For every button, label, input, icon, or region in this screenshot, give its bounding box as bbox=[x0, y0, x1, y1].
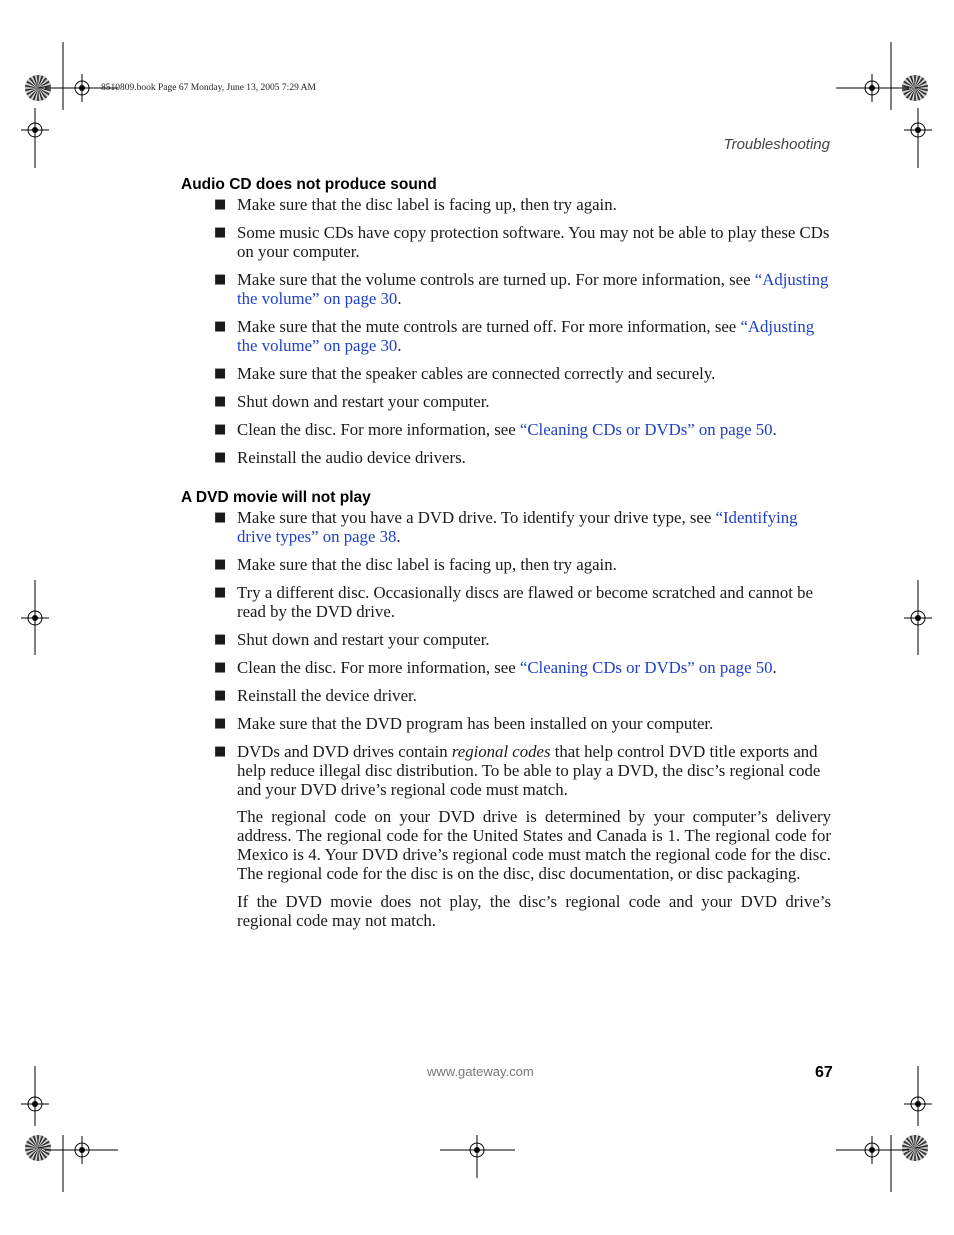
list-item bbox=[214, 195, 831, 214]
color-wheel-icon bbox=[25, 1135, 51, 1161]
item-text: Make sure that the mute controls are turned off. For more information, see bbox=[237, 317, 741, 336]
bullet-icon: ■ bbox=[214, 450, 227, 465]
section-heading-dvd: A DVD movie will not play bbox=[181, 489, 371, 506]
bullet-icon: ■ bbox=[214, 422, 227, 437]
color-wheel-icon bbox=[902, 1135, 928, 1161]
list-item bbox=[214, 392, 831, 411]
italic-term: regional codes bbox=[451, 742, 551, 761]
cross-reference-link[interactable]: “Cleaning CDs or DVDs” on page 50 bbox=[519, 658, 773, 677]
bullet-icon: ■ bbox=[214, 557, 227, 572]
item-text-after: . bbox=[397, 336, 402, 355]
item-text-after: . bbox=[397, 289, 402, 308]
bullet-icon: ■ bbox=[214, 660, 227, 675]
bullet-icon: ■ bbox=[214, 688, 227, 703]
footer-url: www.gateway.com bbox=[427, 1064, 534, 1079]
list-item bbox=[214, 658, 831, 677]
book-info: 8510809.book Page 67 Monday, June 13, 2005 7:29 AM bbox=[101, 83, 316, 93]
cross-reference-link[interactable]: “Adjusting the volume” on page 30 bbox=[237, 317, 815, 355]
bullet-icon: ■ bbox=[214, 510, 227, 525]
item-text-after: . bbox=[396, 527, 401, 546]
body-paragraph: The regional code on your DVD drive is determined by your computer’s delivery address. The regional code for the United States and Canada is 1. The regional code for Mexico is 4. Your DVD drive’s regional code must match the regional code for the disc. The regional code for the disc is on the disc, disc documentation, or disc packaging. bbox=[237, 807, 831, 883]
bullet-icon: ■ bbox=[214, 585, 227, 600]
list-item bbox=[214, 686, 831, 705]
item-text: Shut down and restart your computer. bbox=[237, 392, 490, 411]
list-item bbox=[214, 364, 831, 383]
item-text: Reinstall the audio device drivers. bbox=[237, 448, 466, 467]
section-heading-audio-cd: Audio CD does not produce sound bbox=[181, 176, 437, 193]
cross-reference-link[interactable]: “Cleaning CDs or DVDs” on page 50 bbox=[519, 420, 773, 439]
bullet-icon: ■ bbox=[214, 197, 227, 212]
cross-reference-link[interactable]: “Identifying drive types” on page 38 bbox=[237, 508, 798, 546]
list-item bbox=[214, 448, 831, 467]
item-text: Clean the disc. For more information, see bbox=[237, 658, 520, 677]
list-item bbox=[214, 270, 831, 308]
item-text: Make sure that the DVD program has been installed on your computer. bbox=[237, 714, 714, 733]
item-text: Make sure that the disc label is facing up, then try again. bbox=[237, 555, 617, 574]
item-text: Reinstall the device driver. bbox=[237, 686, 417, 705]
item-text: Shut down and restart your computer. bbox=[237, 630, 490, 649]
item-text: Make sure that the volume controls are turned up. For more information, see bbox=[237, 270, 755, 289]
list-item bbox=[214, 583, 831, 621]
item-text-after: . bbox=[772, 658, 777, 677]
list-item bbox=[214, 630, 831, 649]
item-text: Make sure that the disc label is facing up, then try again. bbox=[237, 195, 617, 214]
bullet-icon: ■ bbox=[214, 272, 227, 287]
item-text: Clean the disc. For more information, see bbox=[237, 420, 520, 439]
bullet-icon: ■ bbox=[214, 716, 227, 731]
dvd-list bbox=[214, 508, 831, 939]
list-item bbox=[214, 742, 831, 799]
list-item bbox=[214, 714, 831, 733]
bullet-icon: ■ bbox=[214, 744, 227, 759]
bullet-icon: ■ bbox=[214, 632, 227, 647]
item-text: DVDs and DVD drives contain bbox=[237, 742, 452, 761]
bullet-icon: ■ bbox=[214, 319, 227, 334]
list-item bbox=[214, 555, 831, 574]
list-item bbox=[214, 317, 831, 355]
bullet-icon: ■ bbox=[214, 225, 227, 240]
list-item bbox=[214, 508, 831, 546]
running-head: Troubleshooting bbox=[723, 136, 830, 153]
item-text: Make sure that you have a DVD drive. To identify your drive type, see bbox=[237, 508, 716, 527]
item-text-after: that help control DVD title exports and help reduce illegal disc distribution. To be able to play a DVD, the disc’s regional code and your DVD drive’s regional code must match. bbox=[237, 742, 821, 799]
page-number: 67 bbox=[815, 1064, 833, 1081]
cross-reference-link[interactable]: “Adjusting the volume” on page 30 bbox=[237, 270, 829, 308]
item-text: Make sure that the speaker cables are connected correctly and securely. bbox=[237, 364, 716, 383]
item-text: Some music CDs have copy protection software. You may not be able to play these CDs on your computer. bbox=[237, 223, 830, 261]
body-paragraph: If the DVD movie does not play, the disc’s regional code and your DVD drive’s regional code may not match. bbox=[237, 892, 831, 930]
audio-cd-list bbox=[214, 195, 831, 476]
list-item bbox=[214, 420, 831, 439]
bullet-icon: ■ bbox=[214, 366, 227, 381]
list-item bbox=[214, 223, 831, 261]
item-text: Try a different disc. Occasionally discs are flawed or become scratched and cannot be read by the DVD drive. bbox=[237, 583, 813, 621]
bullet-icon: ■ bbox=[214, 394, 227, 409]
item-text-after: . bbox=[772, 420, 777, 439]
